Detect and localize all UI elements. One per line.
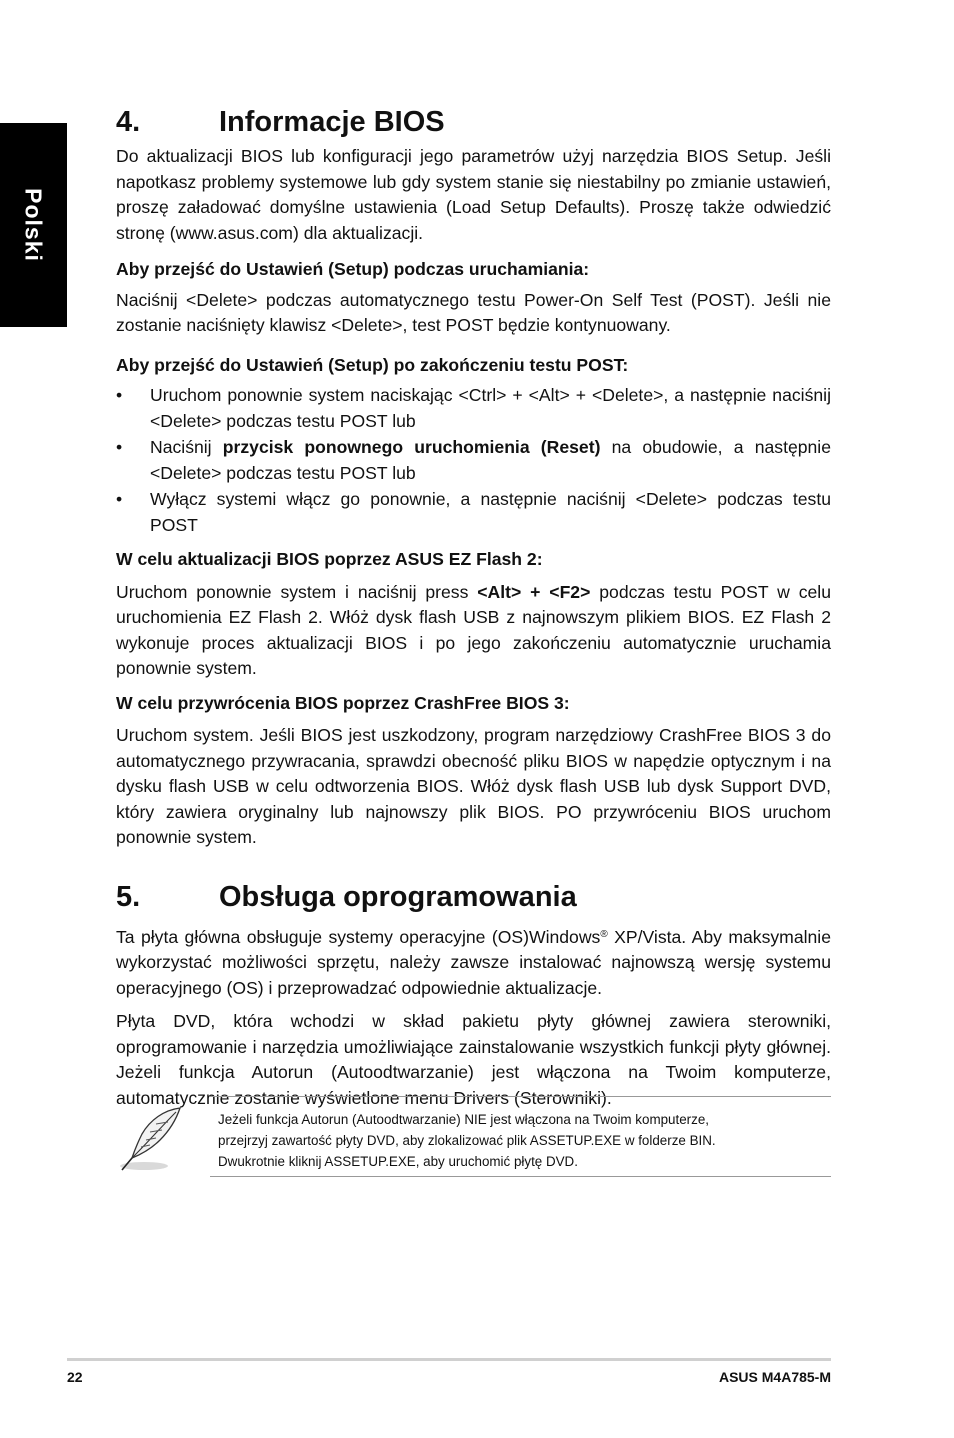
language-tab-label: Polski xyxy=(20,188,47,262)
list-item xyxy=(116,435,831,486)
crashfree-heading: W celu przywrócenia BIOS poprzez CrashFree BIOS 3: xyxy=(116,692,570,713)
boot-setup-heading: Aby przejść do Ustawień (Setup) podczas uruchamiania: xyxy=(116,259,590,279)
ezflash-text-start: Uruchom ponownie system i naciśnij press xyxy=(116,581,478,602)
ezflash-heading: W celu aktualizacji BIOS poprzez ASUS EZ Flash 2: xyxy=(116,549,543,569)
registered-mark: ® xyxy=(600,928,608,940)
software-p1-start: Ta płyta główna obsługuje systemy operacyjne (OS)Windows xyxy=(116,926,601,947)
note-text xyxy=(218,1109,831,1172)
section-5-heading xyxy=(116,879,831,915)
note-line: Dwukrotnie kliknij ASSETUP.EXE, aby uruchomić płytę DVD. xyxy=(218,1154,578,1169)
page-number: 22 xyxy=(67,1369,83,1385)
ezflash-text-end: podczas testu POST w celu uruchomienia EZ Flash 2. Włóż dysk flash USB z najnowszym plikiem BIOS. EZ Flash 2 wykonuje proces aktualizacji BIOS i po jego zakończeniu automatycznie uruchamia ponownie system. xyxy=(116,581,831,678)
bullet-2-start: Naciśnij xyxy=(150,437,223,457)
language-tab xyxy=(0,123,67,327)
note-line: Jeżeli funkcja Autorun (Autoodtwarzanie) NIE jest włączona na Twoim komputerze, xyxy=(218,1112,709,1127)
note-box xyxy=(116,1096,831,1177)
reset-button-term: przycisk ponownego uruchomienia (Reset) xyxy=(222,437,601,457)
section-4-title: Informacje BIOS xyxy=(219,106,445,138)
section-4-heading xyxy=(116,104,831,140)
boot-setup-text: Naciśnij <Delete> podczas automatycznego testu Power-On Self Test (POST). Jeśli nie zostanie naciśnięty klawisz <Delete>, test POST będzie kontynuowany. xyxy=(116,289,831,335)
post-setup-list xyxy=(116,383,831,538)
main-content xyxy=(116,104,831,1111)
section-5-number: 5. xyxy=(116,880,141,913)
section-4-number: 4. xyxy=(116,106,141,138)
software-paragraph-2: Płyta DVD, która wchodzi w skład pakietu płyty głównej zawiera sterowniki, oprogramowanie i narzędzia umożliwiające zainstalowanie wszystkich funkcji płyty głównej. Jeżeli funkcja Autorun (Autoodtwarzanie) jest włączona na Twoim komputerze, automatycznie zostanie wyświetlone menu Drivers (Sterowniki). xyxy=(116,1011,831,1108)
software-p1-end: XP/Vista. Aby maksymalnie wykorzystać możliwości sprzętu, należy zawsze instalować najnowszą wersję systemu operacyjnego (OS) i przeprowadzać odpowiednie aktualizacje. xyxy=(116,926,831,998)
feather-pen-icon xyxy=(116,1102,188,1174)
bullet-2-end: na obudowie, a następnie <Delete> podczas testu POST lub xyxy=(150,437,831,483)
post-setup-heading: Aby przejść do Ustawień (Setup) po zakończeniu testu POST: xyxy=(116,354,629,375)
list-item: • Uruchom ponownie system naciskając <Ctrl> + <Alt> + <Delete>, a następnie naciśnij <Delete> podczas testu POST lub xyxy=(116,383,831,434)
footer-divider xyxy=(67,1358,831,1361)
crashfree-text: Uruchom system. Jeśli BIOS jest uszkodzony, program narzędziowy CrashFree BIOS 3 do automatycznego przywracania, sprawdzi obecność pliku BIOS w napędzie optycznym i na dysku flash USB w celu odtworzenia BIOS. Włóż dysk flash USB lub dysk Support DVD, który zawiera oryginalny lub najnowszy plik BIOS. PO przywróceniu BIOS uruchom ponownie system. xyxy=(116,725,831,847)
ezflash-text xyxy=(116,580,831,682)
ezflash-shortcut: <Alt> + <F2> xyxy=(477,581,591,602)
product-model: ASUS M4A785-M xyxy=(718,1369,831,1385)
note-line: przejrzyj zawartość płyty DVD, aby zlokalizować plik ASSETUP.EXE w folderze BIN. xyxy=(218,1133,716,1148)
section-5-title: Obsługa oprogramowania xyxy=(219,880,577,913)
bios-intro: Do aktualizacji BIOS lub konfiguracji jego parametrów użyj narzędzia BIOS Setup. Jeśli napotkasz problemy systemowe lub gdy system stanie się niestabilny po zmianie ustawień, proszę załadować domyślne ustawienia (Load Setup Defaults). Proszę także odwiedzić stronę (www.asus.com) dla aktualizacji. xyxy=(116,146,831,243)
list-item: • Wyłącz systemi włącz go ponownie, a następnie naciśnij <Delete> podczas testu POST xyxy=(116,487,831,538)
note-text-box xyxy=(210,1096,831,1177)
software-paragraph-1 xyxy=(116,925,831,1002)
